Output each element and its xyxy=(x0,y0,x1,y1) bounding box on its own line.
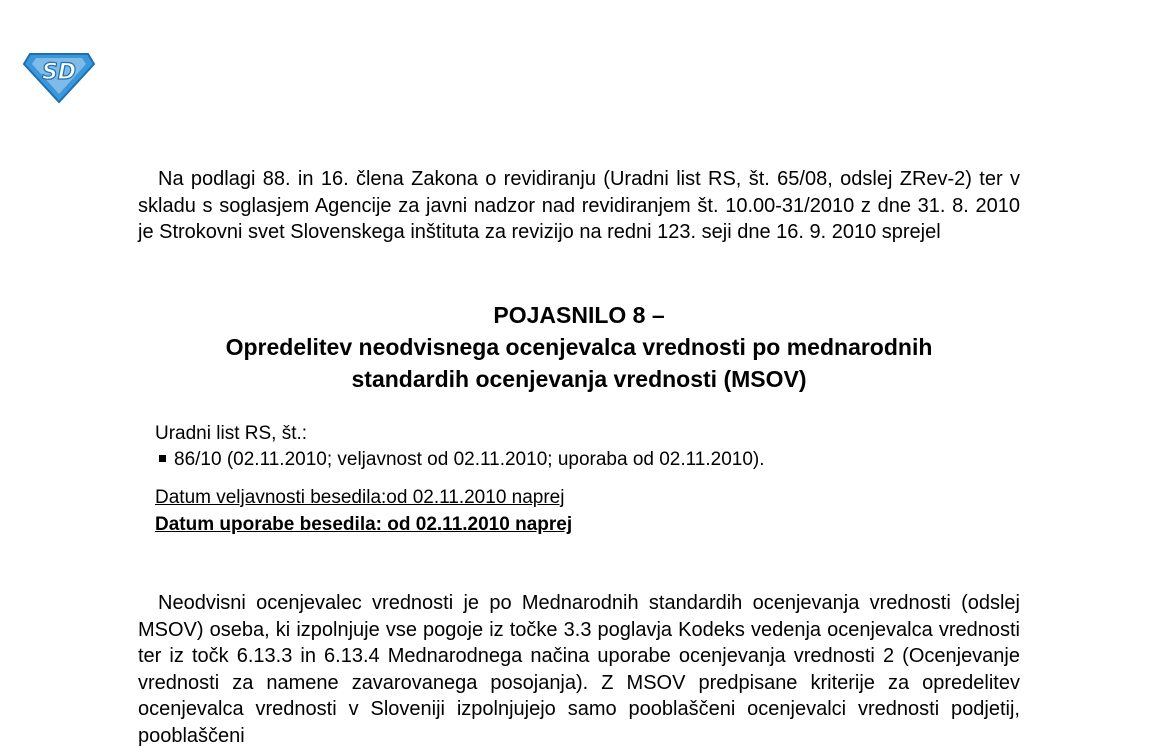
svg-text:SD: SD xyxy=(41,60,77,85)
document-title xyxy=(138,299,1020,395)
dates-block xyxy=(155,484,572,538)
validity-date: Datum veljavnosti besedila:od 02.11.2010 naprej xyxy=(155,487,565,508)
usage-date xyxy=(155,511,572,538)
intro-paragraph: Na podlagi 88. in 16. člena Zakona o revidiranju (Uradni list RS, št. 65/08, odslej ZRev-2) ter v skladu s soglasjem Agencije za javni nadzor nad revidiranjem št. 10.00-31/2010 z dne 31. 8. 2010 je Strokovni svet Slovenskega inštituta za revizijo na redni 123. seji dne 16. 9. 2010 sprejel xyxy=(138,168,1020,244)
gazette-info xyxy=(155,421,765,473)
bullet-icon xyxy=(159,455,166,462)
usage-date-value: od 02.11.2010 naprej xyxy=(387,514,573,535)
gazette-entry-text: 86/10 (02.11.2010; veljavnost od 02.11.2010; uporaba od 02.11.2010). xyxy=(174,449,765,470)
sd-logo-icon xyxy=(22,48,96,104)
body-paragraph: Neodvisni ocenjevalec vrednosti je po Mednarodnih standardih ocenjevanja vrednosti (odslej MSOV) oseba, ki izpolnjuje vse pogoje iz točke 3.3 poglavja Kodeks vedenja ocenjevalca vrednosti ter iz točk 6.13.3 in 6.13.4 Mednarodnega načina uporabe ocenjevanja vrednosti 2 (Ocenjevanje vrednosti za namene zavarovanega posojanja). Z MSOV predpisane kriterije za opredelitev ocenjevalca vrednosti v Sloveniji izpolnjujejo samo pooblaščeni ocenjevalci vrednosti podjetij, pooblaščeni xyxy=(138,592,1020,747)
gazette-label: Uradni list RS, št.: xyxy=(155,423,308,444)
title-line-3: standardih ocenjevanja vrednosti (MSOV) xyxy=(351,366,807,392)
usage-date-label: Datum uporabe besedila: xyxy=(155,514,382,535)
title-line-2: Opredelitev neodvisnega ocenjevalca vrednosti po mednarodnih xyxy=(225,334,933,360)
title-line-1: POJASNILO 8 – xyxy=(493,302,665,328)
gazette-entry xyxy=(155,447,765,473)
